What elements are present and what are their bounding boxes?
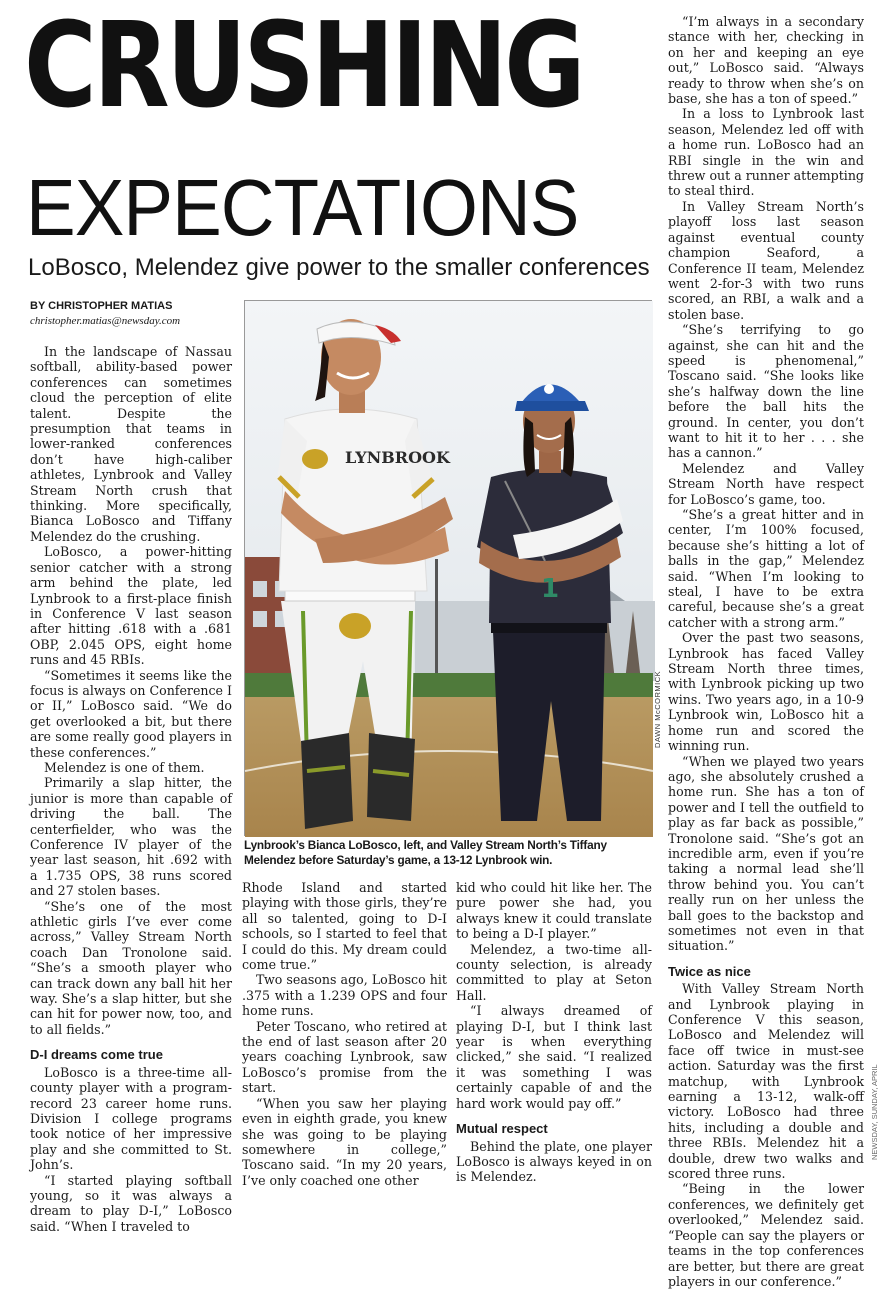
headline-main: CRUSHING	[24, 0, 583, 134]
article-column-4	[668, 14, 864, 1289]
headline-deck: LoBosco, Melendez give power to the smaller conferences	[28, 254, 650, 281]
article-paragraph: “She’s a great hitter and in center, I’m 100% focused, because she’s hitting a lot of balls in the gap,” Melendez said. “When I’m looking to steal, I have to be extra careful, because she’s a great catcher with a strong arm.”	[668, 507, 864, 630]
article-paragraph: LoBosco is a three-time all-county player with a program-record 23 career home runs. Division I college programs took notice of her impressive play and she committed to St. John’s.	[30, 1064, 232, 1173]
section-subhead: D-I dreams come true	[30, 1047, 163, 1063]
article-paragraph: Two seasons ago, LoBosco hit .375 with a 1.239 OPS and four home runs.	[242, 972, 447, 1019]
section-subhead: Mutual respect	[456, 1121, 548, 1137]
article-paragraph: “Sometimes it seems like the focus is always on Conference I or II,” LoBosco said. “We do get overlooked a bit, but there are some really good players in these conferences.”	[30, 667, 232, 760]
article-paragraph: “I’m always in a secondary stance with her, checking in on her and keeping an eye out,” LoBosco said. “Always ready to throw when she’s on base, she has a ton of speed.”	[668, 14, 864, 107]
photo-caption: Lynbrook’s Bianca LoBosco, left, and Valley Stream North’s Tiffany Melendez before Saturday’s game, a 13-12 Lynbrook win.	[244, 838, 607, 867]
article-paragraph: In the landscape of Nassau softball, ability-based power conferences can sometimes cloud the perception of elite talent. Despite the presumption that teams in lower-ranked conferences don’t have high-caliber athletes, Lynbrook and Valley Stream North crush that thinking. More specifically, Bianca LoBosco and Tiffany Melendez do the crushing.	[30, 344, 232, 544]
photo-illustration	[245, 301, 653, 837]
article-paragraph: “When we played two years ago, she absolutely crushed a home run. She has a ton of power and I tell the outfield to play as far back as possible,” Tronolone said. “She’s got an incredible arm, even if you’re taking a normal lead she’ll throw behind you. You can’t really run on her unless the ball goes to the backstop and sometimes not even in that situation.”	[668, 753, 864, 954]
section-subhead: Twice as nice	[668, 963, 751, 979]
jersey-number: 1	[541, 574, 560, 604]
article-paragraph: Over the past two seasons, Lynbrook has faced Valley Stream North three times, with Lynbrook picking up two wins. Two years ago, in a 10-9 Lynbrook win, LoBosco hit a home run and scored the winning run.	[668, 630, 864, 754]
article-paragraph: “She’s one of the most athletic girls I’ve ever come across,” Valley Stream North coach Dan Tronolone said. “She’s a smooth player who can track down any ball hit her way. She’s a slap hitter, but she can hit for power now, too, and to all fields.”	[30, 898, 232, 1037]
article-paragraph: Melendez is one of them.	[44, 759, 205, 775]
side-folio: NEWSDAY, SUNDAY, APRIL	[870, 1064, 879, 1160]
article-paragraph: Melendez, a two-time all-county selection, is already committed to play at Seton Hall.	[456, 941, 652, 1003]
article-paragraph: “She’s terrifying to go against, she can hit and the speed is phenomenal,” Toscano said. “She looks like she’s halfway down the line before the ball hits the ground. In center, you don’t want to hit it to her . . . she has a cannon.”	[668, 322, 864, 461]
article-paragraph: With Valley Stream North and Lynbrook playing in Conference V this season, LoBosco and Melendez will face off twice in must-see action. Saturday was the first matchup, with Lynbrook earning a 13-12, walk-off victory. LoBosco had three hits, including a double and three RBIs. Melendez hit a double, drew two walks and scored three runs.	[668, 981, 864, 1182]
article-column-3	[456, 880, 652, 1190]
article-paragraph: “When you saw her playing even in eighth grade, you knew she was going to be playing somewhere in college,” Toscano said. “In my 20 years, I’ve only coached one other	[242, 1095, 447, 1188]
article-paragraph: “Being in the lower conferences, we definitely get overlooked,” Melendez said. “People can say the players or teams in the top conferences are better, but there are great players in our conference.”	[668, 1181, 864, 1289]
article-paragraph: “I always dreamed of playing D-I, but I think last year is when everything clicked,” she said. “I realized it was something I was certainly capable of and the hard work would pay off.”	[456, 1003, 652, 1111]
article-photo	[244, 300, 652, 836]
article-column-2	[242, 880, 447, 1190]
article-paragraph: Peter Toscano, who retired at the end of last season after 20 years coaching Lynbrook, saw LoBosco’s promise from the start.	[242, 1018, 447, 1096]
article-column-1	[30, 344, 232, 1234]
article-paragraph: Primarily a slap hitter, the junior is more than capable of driving the ball. The centerfielder, who was the Conference IV player of the year last season, hit .692 with a 1.735 OPS, 38 runs scored and 27 stolen bases.	[30, 775, 232, 899]
article-paragraph: “I started playing softball young, so it was always a dream to play D-I,” LoBosco said. “When I traveled to	[30, 1172, 232, 1234]
article-paragraph: Behind the plate, one player LoBosco is always keyed in on is Melendez.	[456, 1138, 652, 1185]
article-paragraph: In Valley Stream North’s playoff loss last season against eventual county champion Seaford, a Conference II team, Melendez went 2-for-3 with two runs scored, an RBI, a walk and a stolen base.	[668, 198, 864, 322]
article-paragraph: In a loss to Lynbrook last season, Melendez led off with a home run. LoBosco had an RBI single in the win and threw out a runner attempting to steal third.	[668, 106, 864, 199]
article-paragraph: Melendez and Valley Stream North have respect for LoBosco’s game, too.	[668, 460, 864, 507]
jersey-lettering: LYNBROOK	[345, 448, 450, 467]
byline-email: christopher.matias@newsday.com	[30, 315, 181, 327]
headline-secondary: EXPECTATIONS	[26, 163, 579, 252]
paragraph-continued: Rhode Island and started playing with those girls, they’re all so talented, going to D-I schools, so I started to feel that I could do this. My dream could come true.”	[242, 880, 447, 973]
byline-author: BY CHRISTOPHER MATIAS	[30, 300, 173, 312]
article-paragraph: LoBosco, a power-hitting senior catcher with a strong arm behind the plate, led Lynbrook to a first-place finish in Conference V last season after hitting .618 with a .681 OBP, 2.045 OPS, eight home runs and 45 RBIs.	[30, 544, 232, 668]
paragraph-continued: kid who could hit like her. The pure power she had, you always knew it could translate to being a D-I player.”	[456, 880, 652, 942]
photo-credit: DAWN McCORMICK	[653, 670, 662, 748]
